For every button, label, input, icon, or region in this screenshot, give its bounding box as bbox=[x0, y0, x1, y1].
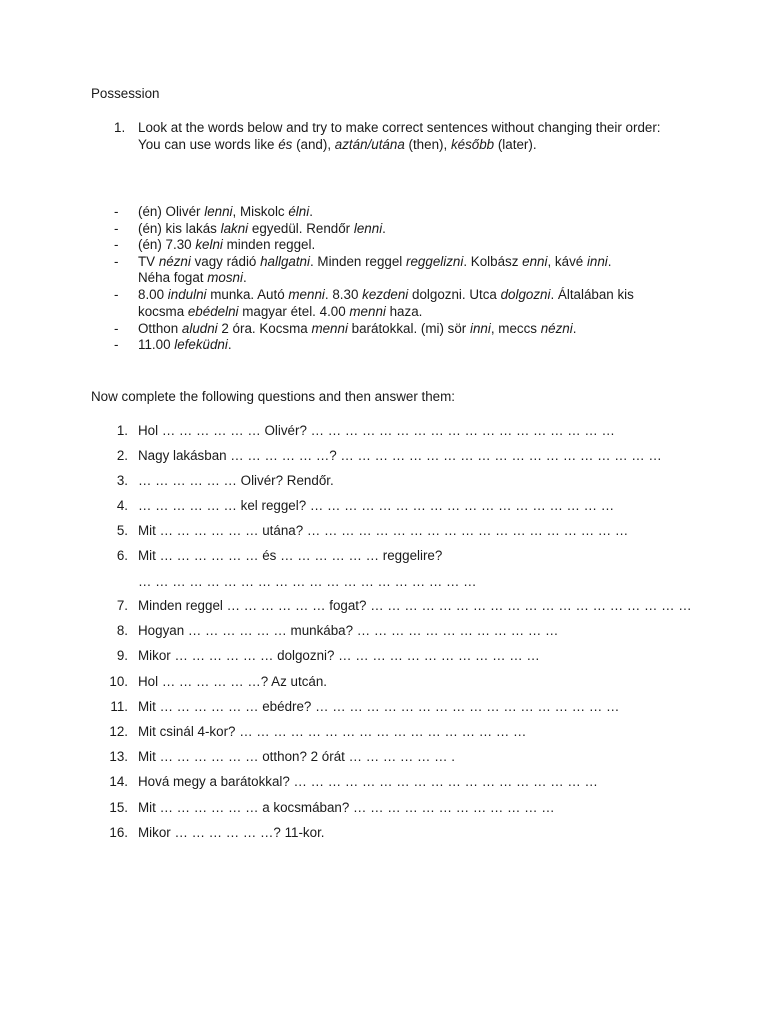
question-number: 3. bbox=[116, 473, 128, 488]
instruction-word-kesobb: később bbox=[450, 136, 495, 152]
question-text: Mikor … … … … … …? 11-kor. bbox=[138, 825, 325, 840]
text: , Miskolc bbox=[232, 204, 289, 219]
text: (én) 7.30 bbox=[138, 237, 196, 252]
verb: enni bbox=[522, 253, 548, 269]
verb: kelni bbox=[195, 237, 223, 252]
question-text: … … … … … … kel reggel? … … … … … … … … … … … … … … … … … … bbox=[138, 498, 615, 513]
verb: nézni bbox=[540, 320, 573, 336]
instruction-text: (later). bbox=[494, 136, 537, 152]
bullet-text bbox=[138, 337, 638, 354]
instruction-word-es: és bbox=[278, 136, 293, 152]
text: haza. bbox=[385, 303, 423, 319]
text: minden reggel. bbox=[222, 237, 316, 252]
verb: mosni bbox=[207, 270, 243, 285]
question-number: 2. bbox=[116, 448, 128, 463]
question-text: Mikor … … … … … … dolgozni? … … … … … … … … … … … … bbox=[138, 648, 540, 663]
question-number: 6. bbox=[116, 548, 128, 563]
verb: lefeküdni bbox=[174, 337, 228, 352]
text: (én) Olivér bbox=[138, 204, 205, 219]
verb: reggelizni bbox=[406, 253, 464, 269]
question-number: 8. bbox=[116, 623, 128, 638]
bullet-text bbox=[138, 204, 638, 221]
task-number: 1. bbox=[114, 120, 126, 135]
verb: indulni bbox=[167, 287, 207, 302]
question-number: 9. bbox=[116, 648, 128, 663]
verb: élni bbox=[288, 204, 310, 219]
question-text: Hol … … … … … …? Az utcán. bbox=[138, 674, 328, 689]
question-text: Hová megy a barátokkal? … … … … … … … … … … … … … … … … … … bbox=[138, 774, 598, 789]
text: (én) kis lakás bbox=[138, 220, 221, 236]
question-text: Hol … … … … … … Olivér? … … … … … … … … … … … … … … … … … … bbox=[138, 423, 615, 438]
question-continuation: … … … … … … … … … … … … … … … … … … … … bbox=[138, 574, 477, 589]
bullet-dash: - bbox=[114, 220, 119, 236]
text: . 8.30 bbox=[324, 287, 363, 302]
instruction-text: (then), bbox=[404, 136, 451, 152]
text: . bbox=[382, 220, 386, 236]
bullet-text bbox=[138, 221, 638, 238]
text: TV bbox=[138, 253, 159, 269]
verb: ebédelni bbox=[187, 303, 239, 319]
question-number: 7. bbox=[116, 598, 128, 613]
text: munka. Autó bbox=[206, 287, 289, 302]
verb: inni bbox=[586, 253, 608, 269]
bullet-dash: - bbox=[114, 204, 119, 219]
question-text: Mit … … … … … … és … … … … … … reggelire? bbox=[138, 548, 443, 563]
section-instruction: Now complete the following questions and then answer them: bbox=[91, 389, 455, 404]
question-number: 15. bbox=[109, 800, 128, 815]
question-text: Mit … … … … … … otthon? 2 órát … … … … … … . bbox=[138, 749, 455, 764]
text: dolgozni. Utca bbox=[408, 287, 501, 302]
question-number: 13. bbox=[109, 749, 128, 764]
verb: kezdeni bbox=[362, 287, 409, 302]
question-text: Mit … … … … … … a kocsmában? … … … … … … … … … … … … bbox=[138, 800, 555, 815]
question-text: Mit … … … … … … ebédre? … … … … … … … … … … … … … … … … … … bbox=[138, 699, 620, 714]
question-text: Nagy lakásban … … … … … …? … … … … … … … … … … … … … … … … … … … bbox=[138, 448, 662, 463]
question-number: 4. bbox=[116, 498, 128, 513]
verb: hallgatni bbox=[260, 253, 310, 269]
question-text: Mit … … … … … … utána? … … … … … … … … … … … … … … … … … … … bbox=[138, 523, 629, 538]
question-number: 10. bbox=[109, 674, 128, 689]
text: , kávé bbox=[547, 253, 587, 269]
text: Otthon bbox=[138, 320, 182, 336]
page-title: Possession bbox=[91, 86, 160, 101]
text: , meccs bbox=[490, 320, 541, 336]
text: . bbox=[242, 270, 247, 285]
question-text: Mit csinál 4-kor? … … … … … … … … … … … … … … … … … bbox=[138, 724, 527, 739]
bullet-text bbox=[138, 321, 638, 338]
text: . bbox=[227, 337, 232, 352]
text: . Néha fogat bbox=[138, 253, 612, 285]
verb: menni bbox=[288, 287, 325, 302]
text: . Általában kis kocsma bbox=[138, 287, 634, 319]
text: 8.00 bbox=[138, 287, 168, 302]
bullet-dash: - bbox=[114, 253, 119, 269]
text: vagy rádió bbox=[190, 253, 261, 269]
bullet-text bbox=[138, 237, 638, 254]
text: barátokkal. (mi) sör bbox=[347, 320, 470, 336]
instruction-line-2 bbox=[138, 137, 698, 154]
verb: lenni bbox=[204, 204, 233, 219]
task-instructions bbox=[138, 120, 698, 153]
question-text: Hogyan … … … … … … munkába? … … … … … … … … … … … … bbox=[138, 623, 559, 638]
instruction-word-aztan: aztán/utána bbox=[334, 136, 405, 152]
question-text: Minden reggel … … … … … … fogat? … … … … … … … … … … … … … … … … … … … bbox=[138, 598, 692, 613]
question-number: 1. bbox=[116, 423, 128, 438]
verb: menni bbox=[311, 320, 348, 336]
question-number: 12. bbox=[109, 724, 128, 739]
verb: nézni bbox=[158, 253, 191, 269]
text: 11.00 bbox=[138, 337, 175, 352]
verb: dolgozni bbox=[500, 287, 551, 302]
verb: lenni bbox=[353, 220, 383, 236]
bullet-dash: - bbox=[114, 337, 119, 352]
text: magyar étel. 4.00 bbox=[238, 303, 350, 319]
question-number: 11. bbox=[110, 699, 128, 714]
question-number: 5. bbox=[116, 523, 128, 538]
verb: aludni bbox=[181, 320, 218, 336]
text: . Minden reggel bbox=[309, 253, 407, 269]
question-number: 16. bbox=[109, 825, 128, 840]
instruction-line-1: Look at the words below and try to make correct sentences without changing their order: bbox=[138, 120, 661, 135]
bullet-text bbox=[138, 254, 638, 287]
bullet-text bbox=[138, 287, 638, 320]
question-text: … … … … … … Olivér? Rendőr. bbox=[138, 473, 334, 488]
bullet-dash: - bbox=[114, 287, 119, 302]
bullet-dash: - bbox=[114, 320, 119, 336]
instruction-text: You can use words like bbox=[138, 136, 279, 152]
verb: lakni bbox=[220, 220, 249, 236]
question-number: 14. bbox=[109, 774, 128, 789]
verb: menni bbox=[349, 303, 386, 319]
text: . bbox=[572, 320, 577, 336]
bullet-dash: - bbox=[114, 237, 119, 252]
verb: inni bbox=[469, 320, 491, 336]
text: egyedül. Rendőr bbox=[248, 220, 354, 236]
instruction-text: (and), bbox=[292, 136, 335, 152]
text: . Kolbász bbox=[463, 253, 523, 269]
text: 2 óra. Kocsma bbox=[217, 320, 312, 336]
text: . bbox=[309, 204, 313, 219]
